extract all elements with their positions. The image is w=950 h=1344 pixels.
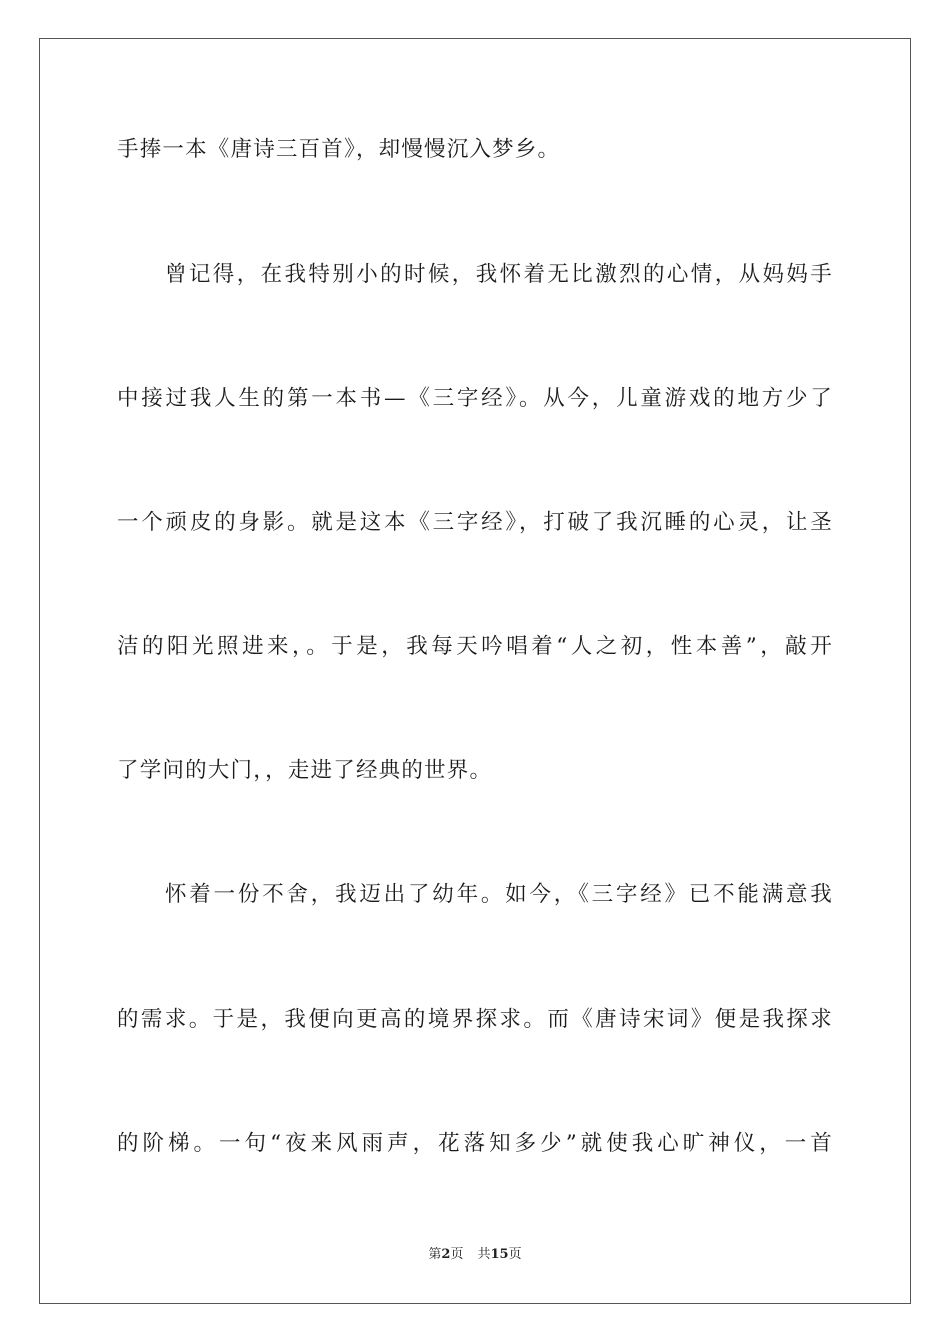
page-prefix: 第 [428,1247,442,1262]
page-suffix: 页 [450,1247,464,1262]
text-line-1: 手捧一本《唐诗三百首》，却慢慢沉入梦乡。 [117,137,561,162]
total-suffix: 页 [508,1247,522,1262]
text-line-7: 怀着一份不舍，我迈出了幼年。如今，《三字经》已不能满意我 [165,882,833,907]
total-pages: 15 [490,1247,509,1262]
page-number: 2 [441,1247,451,1262]
text-line-9: 的阶梯。一句“夜来风雨声，花落知多少”就使我心旷神仪，一首 [117,1131,833,1156]
text-line-4: 一个顽皮的身影。就是这本《三字经》，打破了我沉睡的心灵，让圣 [117,510,833,535]
text-line-8: 的需求。于是，我便向更高的境界探求。而《唐诗宋词》便是我探求 [117,1007,833,1032]
text-line-6: 了学问的大门，，走进了经典的世界。 [117,758,493,783]
text-line-3: 中接过我人生的第一本书—《三字经》。从今，儿童游戏的地方少了 [117,386,833,411]
text-line-5: 洁的阳光照进来，。于是，我每天吟唱着“人之初，性本善”，敲开 [117,634,833,659]
text-line-2: 曾记得，在我特别小的时候，我怀着无比激烈的心情，从妈妈手 [165,262,833,287]
page-border [39,38,911,1304]
page-footer [0,1246,950,1264]
total-prefix: 共 [477,1247,491,1262]
